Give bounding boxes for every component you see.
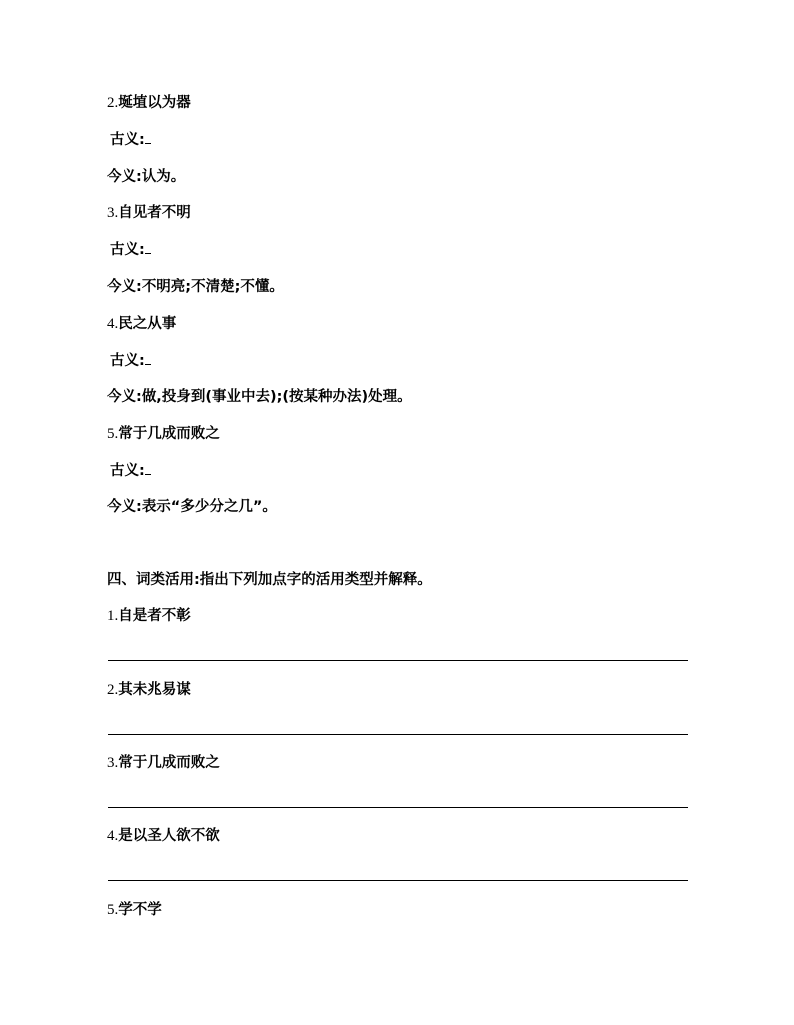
answer-blank[interactable] <box>145 462 151 475</box>
meaning-item-5-title <box>107 425 220 443</box>
ancient-label: 古义: <box>110 353 145 369</box>
modern-label: 今义: <box>107 499 142 515</box>
item-text: 是以圣人欲不欲 <box>118 828 220 844</box>
item-text: 常于几成而败之 <box>118 755 220 771</box>
meaning-item-3-ancient <box>110 241 151 259</box>
modern-label: 今义: <box>107 169 142 185</box>
usage-item-2 <box>107 681 191 699</box>
meaning-item-5-modern <box>107 498 277 516</box>
item-text: 自见者不明 <box>118 205 191 221</box>
item-text: 常于几成而败之 <box>118 426 220 442</box>
item-number: 5. <box>107 426 119 442</box>
meaning-item-2-title <box>107 94 191 112</box>
item-text: 自是者不彰 <box>118 608 191 624</box>
meaning-item-4-title <box>107 315 176 333</box>
answer-line[interactable] <box>108 880 688 881</box>
modern-label: 今义: <box>107 389 142 405</box>
answer-blank[interactable] <box>145 352 151 365</box>
modern-text: 表示“多少分之几”。 <box>141 499 277 515</box>
modern-text: 不明亮;不清楚;不懂。 <box>141 279 284 295</box>
answer-line[interactable] <box>108 807 688 808</box>
item-number: 4. <box>107 828 119 844</box>
ancient-label: 古义: <box>110 242 145 258</box>
item-text: 其未兆易谋 <box>118 682 191 698</box>
usage-item-1 <box>107 607 191 625</box>
item-text: 埏埴以为器 <box>118 95 191 111</box>
item-number: 1. <box>107 608 119 624</box>
item-number: 3. <box>107 755 119 771</box>
item-number: 5. <box>107 902 119 918</box>
meaning-item-2-modern <box>107 168 185 186</box>
answer-line[interactable] <box>108 734 688 735</box>
meaning-item-4-modern <box>107 388 412 406</box>
item-text: 学不学 <box>118 902 162 918</box>
modern-text: 做,投身到(事业中去);(按某种办法)处理。 <box>141 389 412 405</box>
section-heading: 四、词类活用:指出下列加点字的活用类型并解释。 <box>107 572 432 588</box>
item-number: 4. <box>107 316 119 332</box>
answer-line[interactable] <box>108 660 688 661</box>
modern-label: 今义: <box>107 279 142 295</box>
item-number: 3. <box>107 205 119 221</box>
answer-blank[interactable] <box>145 241 151 254</box>
item-number: 2. <box>107 95 119 111</box>
meaning-item-5-ancient <box>110 462 151 480</box>
ancient-label: 古义: <box>110 463 145 479</box>
meaning-item-3-title <box>107 204 191 222</box>
meaning-item-4-ancient <box>110 352 151 370</box>
usage-item-5 <box>107 901 162 919</box>
ancient-label: 古义: <box>110 132 145 148</box>
item-number: 2. <box>107 682 119 698</box>
item-text: 民之从事 <box>118 316 177 332</box>
usage-item-4 <box>107 827 220 845</box>
modern-text: 认为。 <box>141 169 186 185</box>
answer-blank[interactable] <box>145 131 151 144</box>
usage-item-3 <box>107 754 220 772</box>
meaning-item-3-modern <box>107 278 284 296</box>
meaning-item-2-ancient <box>110 131 151 149</box>
